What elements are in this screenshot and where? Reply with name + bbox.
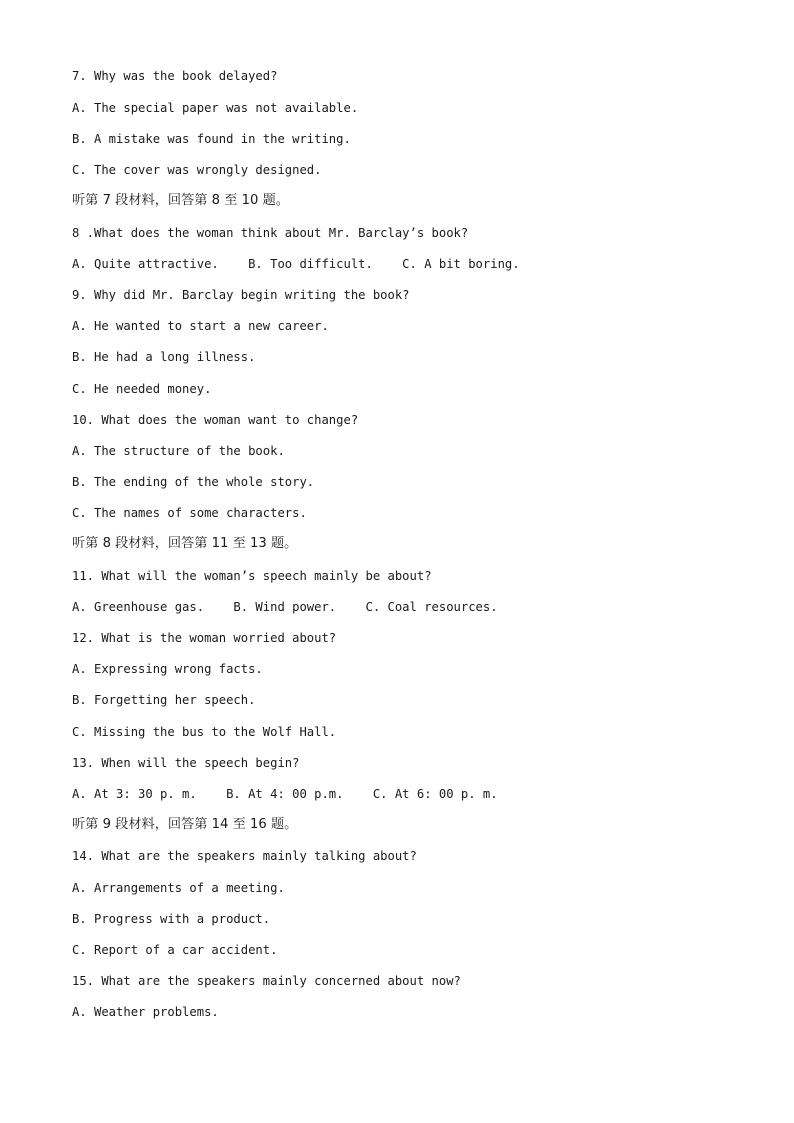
section-heading-9: 听第 9 段材料，回答第 14 至 16 题。	[72, 817, 298, 832]
section-heading-7: 听第 7 段材料，回答第 8 至 10 题。	[72, 193, 289, 208]
option-14b: B. Progress with a product.	[72, 912, 271, 926]
question-12: 12. What is the woman worried about?	[72, 631, 337, 645]
question-10: 10. What does the woman want to change?	[72, 413, 359, 427]
options-11: A. Greenhouse gas. B. Wind power. C. Coal resources.	[72, 600, 498, 614]
option-9b: B. He had a long illness.	[72, 350, 256, 364]
option-12c: C. Missing the bus to the Wolf Hall.	[72, 725, 337, 739]
option-9c: C. He needed money.	[72, 382, 212, 396]
options-8: A. Quite attractive. B. Too difficult. C. A bit boring.	[72, 257, 520, 271]
question-13: 13. When will the speech begin?	[72, 756, 300, 770]
question-7: 7. Why was the book delayed?	[72, 69, 278, 83]
question-15: 15. What are the speakers mainly concerned about now?	[72, 974, 461, 988]
option-15a: A. Weather problems.	[72, 1005, 219, 1019]
section-heading-8: 听第 8 段材料，回答第 11 至 13 题。	[72, 536, 298, 551]
question-8: 8 .What does the woman think about Mr. Barclay’s book?	[72, 226, 469, 240]
option-14a: A. Arrangements of a meeting.	[72, 881, 285, 895]
option-14c: C. Report of a car accident.	[72, 943, 278, 957]
option-7b: B. A mistake was found in the writing.	[72, 132, 351, 146]
options-13: A. At 3: 30 p. m. B. At 4: 00 p.m. C. At 6: 00 p. m.	[72, 787, 498, 801]
option-12b: B. Forgetting her speech.	[72, 693, 256, 707]
option-10a: A. The structure of the book.	[72, 444, 285, 458]
question-9: 9. Why did Mr. Barclay begin writing the book?	[72, 288, 410, 302]
option-10b: B. The ending of the whole story.	[72, 475, 315, 489]
option-9a: A. He wanted to start a new career.	[72, 319, 329, 333]
option-12a: A. Expressing wrong facts.	[72, 662, 263, 676]
option-10c: C. The names of some characters.	[72, 506, 307, 520]
option-7a: A. The special paper was not available.	[72, 101, 359, 115]
option-7c: C. The cover was wrongly designed.	[72, 163, 322, 177]
question-14: 14. What are the speakers mainly talking about?	[72, 849, 417, 863]
question-11: 11. What will the woman’s speech mainly be about?	[72, 569, 432, 583]
